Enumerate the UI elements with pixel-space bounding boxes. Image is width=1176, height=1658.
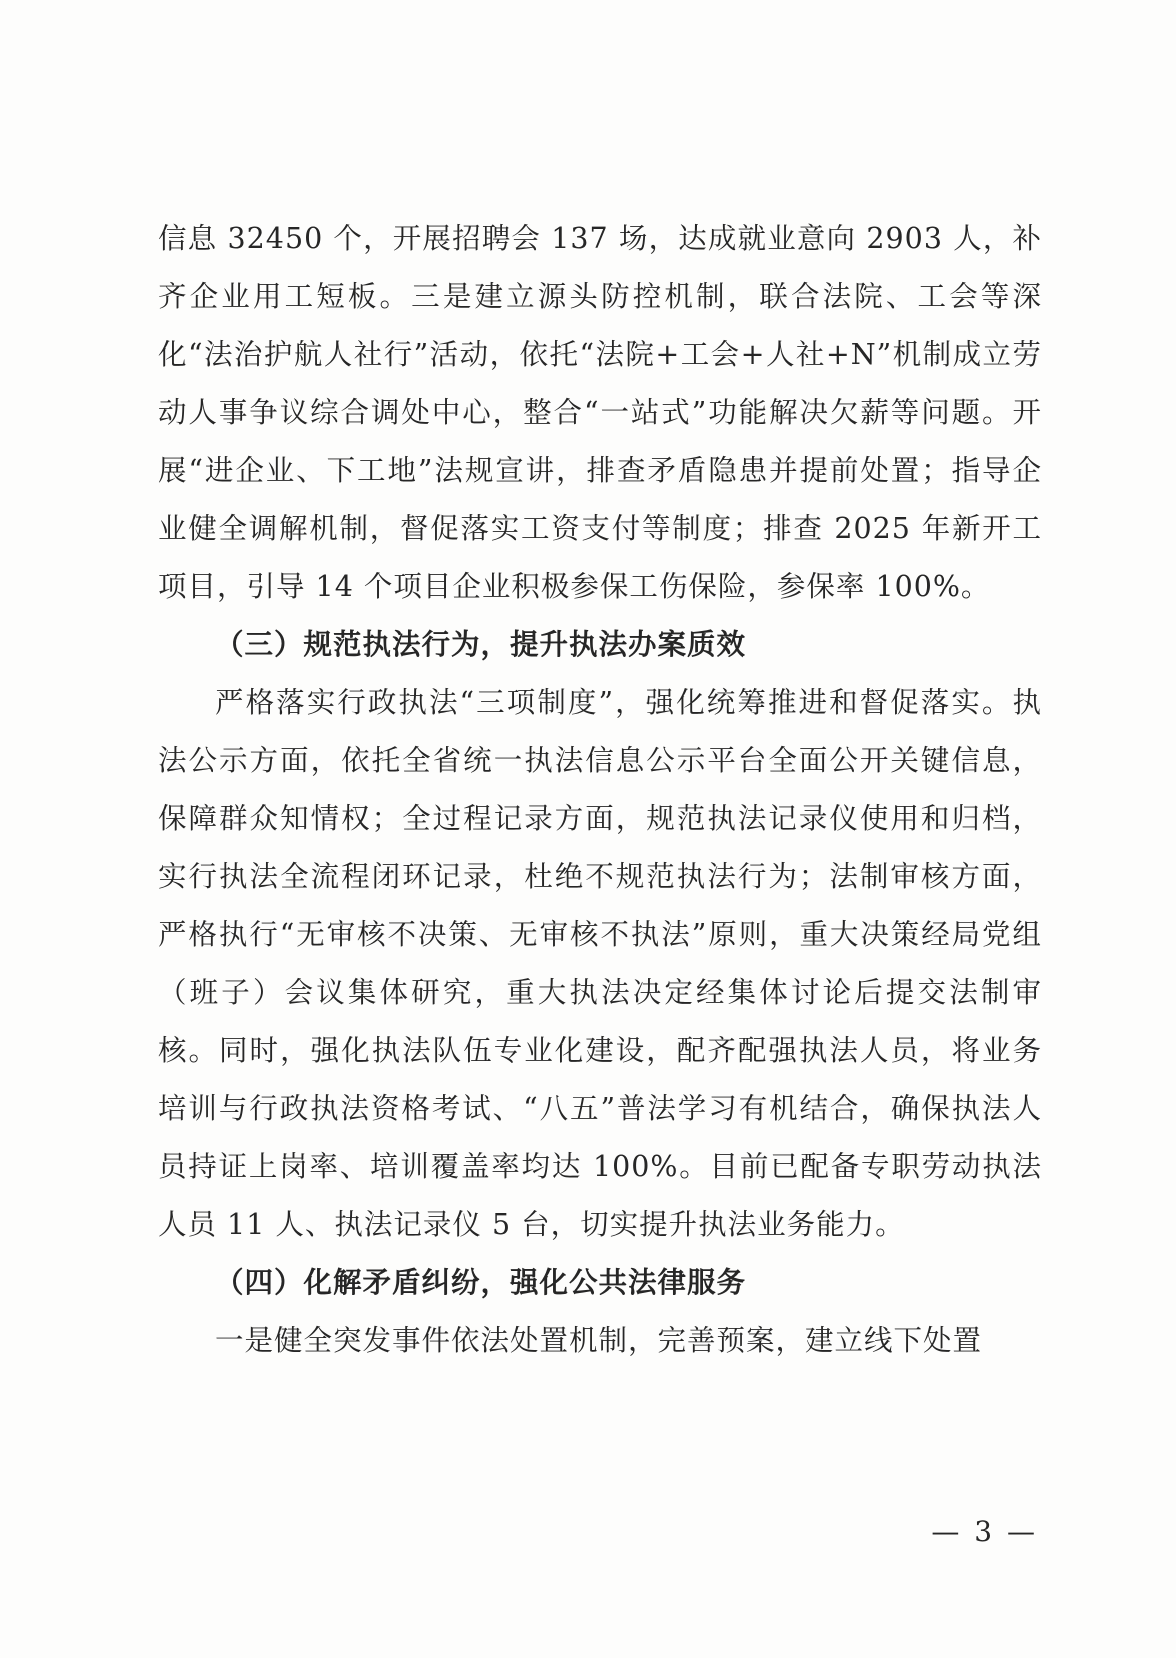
paragraph-enforcement-standards: 严格落实行政执法“三项制度”，强化统筹推进和督促落实。执法公示方面，依托全省统一执法信息公示平台全面公开关键信息，保障群众知情权；全过程记录方面，规范执法记录仪使用和归档，实行执法全流程闭环记录，杜绝不规范执法行为；法制审核方面，严格执行“无审核不决策、无审核不执法”原则，重大决策经局党组（班子）会议集体研究，重大执法决定经集体讨论后提交法制审核。同时，强化执法队伍专业化建设，配齐配强执法人员，将业务培训与行政执法资格考试、“八五”普法学习有机结合，确保执法人员持证上岗率、培训覆盖率均达 100%。目前已配备专职劳动执法人员 11 人、执法记录仪 5 台，切实提升执法业务能力。 (158, 686, 1042, 1241)
section-heading-three: （三）规范执法行为，提升执法办案质效 (215, 628, 747, 661)
document-body (158, 210, 1042, 1370)
page-number: — 3 — (931, 1515, 1038, 1548)
section-heading-four: （四）化解矛盾纠纷，强化公共法律服务 (215, 1266, 747, 1299)
paragraph-continuation: 信息 32450 个，开展招聘会 137 场，达成就业意向 2903 人，补齐企业用工短板。三是建立源头防控机制，联合法院、工会等深化“法治护航人社行”活动，依托“法院+工会+人社+N”机制成立劳动人事争议综合调处中心，整合“一站式”功能解决欠薪等问题。开展“进企业、下工地”法规宣讲，排查矛盾隐患并提前处置；指导企业健全调解机制，督促落实工资支付等制度；排查 2025 年新开工项目，引导 14 个项目企业积极参保工伤保险，参保率 100%。 (158, 222, 1042, 603)
paragraph-dispute-resolution: 一是健全突发事件依法处置机制，完善预案，建立线下处置 (215, 1324, 983, 1357)
